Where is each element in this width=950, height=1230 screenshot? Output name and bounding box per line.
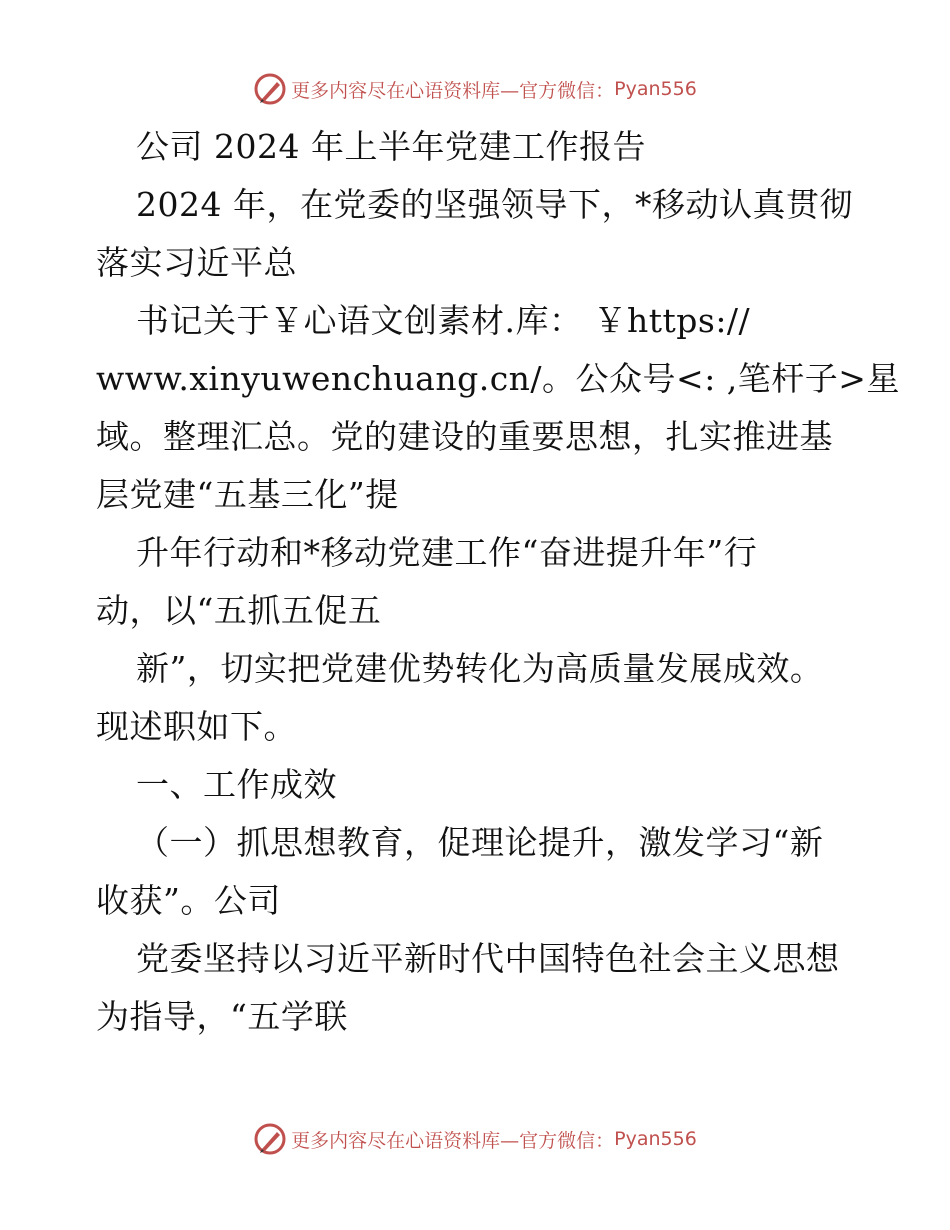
text-line: 党委坚持以习近平新时代中国特色社会主义思想 (136, 939, 840, 978)
text-line: www.xinyuwenchuang.cn/。公众号<: ,笔杆子>星 (96, 359, 900, 398)
text-line: 层党建“五基三化”提 (96, 475, 399, 514)
watermark-id: Pyan556 (614, 78, 697, 100)
text-line: 书记关于￥心语文创素材.库： ￥https:// (136, 301, 751, 340)
watermark-text: 更多内容尽在心语资料库—官方微信： (291, 1129, 615, 1152)
text-line: 升年行动和*移动党建工作“奋进提升年”行 (136, 533, 758, 572)
doc-title-line: 公司 2024 年上半年党建工作报告 (136, 127, 646, 166)
text-line: 收获”。公司 (96, 881, 281, 920)
text-line: 域。整理汇总。党的建设的重要思想，扎实推进基 (96, 417, 833, 456)
text-line: 为指导，“五学联 (96, 997, 348, 1036)
text-line: 现述职如下。 (96, 707, 297, 746)
pen-logo-icon (253, 72, 287, 106)
watermark-footer (0, 1122, 950, 1156)
document-body (96, 118, 900, 1046)
watermark-text: 更多内容尽在心语资料库—官方微信： (291, 79, 615, 102)
watermark-header (0, 72, 950, 106)
text-line: 2024 年，在党委的坚强领导下，*移动认真贯彻 (136, 185, 853, 224)
text-line: 动，以“五抓五促五 (96, 591, 382, 630)
subsection-heading: （一）抓思想教育，促理论提升，激发学习“新 (136, 823, 824, 862)
text-line: 落实习近平总 (96, 243, 297, 282)
text-line: 新”，切实把党建优势转化为高质量发展成效。 (136, 649, 824, 688)
pen-logo-icon (253, 1122, 287, 1156)
watermark-id: Pyan556 (614, 1128, 697, 1150)
section-heading: 一、工作成效 (136, 765, 337, 804)
